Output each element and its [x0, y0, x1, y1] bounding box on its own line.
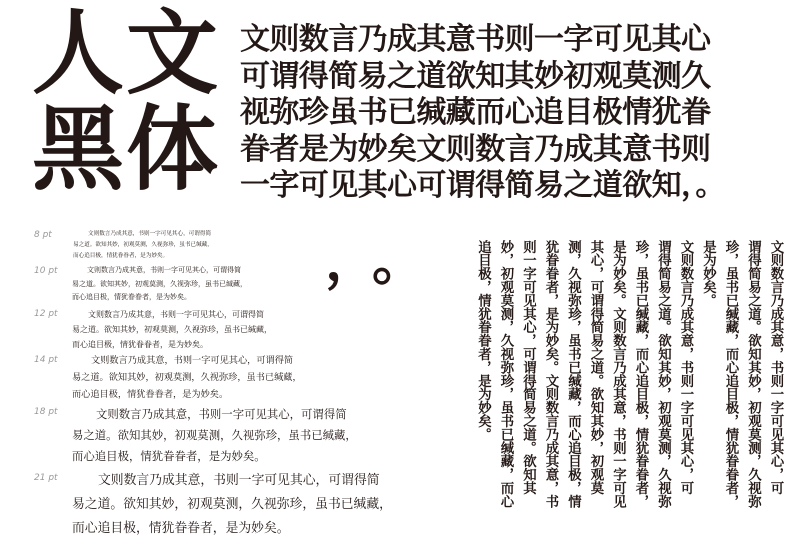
specimen-line: 易之道。欲知其妙，初观莫测，久视弥珍，虽书已缄藏， [72, 325, 272, 334]
specimen-text [72, 352, 302, 403]
vertical-column: 妙，初观莫测，久视弥珍，虽书已缄藏，而心 [498, 240, 513, 508]
font-title-line-2: 黑体 [32, 96, 221, 203]
specimen-line: 文则数言乃成其意，书则一字可见其心，可谓得简 [88, 310, 264, 319]
vertical-column: 则一字可见其心，可谓得简易之道。欲知其 [520, 240, 536, 495]
vertical-column: 谓得简易之道。欲知其妙，初观莫测，久视弥 [745, 240, 761, 508]
specimen-text [72, 264, 247, 305]
vertical-column: 犹眷眷者，是为妙矣。文则数言乃成其意，书 [543, 240, 558, 508]
size-label: 21 pt [34, 473, 58, 483]
specimen-text [72, 469, 392, 541]
size-label: 10 pt [34, 266, 58, 276]
specimen-text [73, 229, 213, 262]
specimen-line: 而心追目极，情犹眷眷者，是为妙矣。 [72, 521, 290, 536]
font-title [32, 0, 222, 203]
specimen-line: 易之道。欲知其妙，初观莫测，久视弥珍，虽书已缄藏， [72, 279, 247, 288]
vertical-column: 文则数言乃成其意，书则一字可见其心，可 [768, 240, 783, 495]
size-label: 14 pt [34, 355, 58, 365]
specimen-text [72, 307, 272, 352]
font-title-line-1: 人文 [32, 0, 221, 107]
vertical-column: 其心，可谓得简易之道。欲知其妙，初观莫 [588, 240, 603, 495]
specimen-line: 而心追目极，情犹眷眷者，是为妙矣。 [72, 340, 208, 349]
vertical-column: 文则数言乃成其意，书则一字可见其心，可 [678, 240, 693, 495]
vertical-column: 珍，虽书已缄藏，而心追目极，情犹眷眷者， [723, 240, 738, 508]
vertical-column: 珍，虽书已缄藏，而心追目极，情犹眷眷者， [633, 240, 648, 508]
vertical-column: 是为妙矣。 [700, 240, 716, 307]
specimen-line: 文则数言乃成其意，书则一字可见其心，可谓得简 [88, 231, 212, 237]
specimen-line: 易之道。欲知其妙，初观莫测，久视弥珍，虽书已缄藏， [73, 242, 213, 248]
specimen-line: 易之道。欲知其妙，初观莫测，久视弥珍，虽书已缄藏， [72, 497, 392, 512]
hero-sample-text [240, 22, 788, 205]
specimen-line: 文则数言乃成其意，书则一字可见其心，可谓得简 [96, 407, 347, 421]
vertical-text-block [471, 240, 786, 540]
specimen-line: 而心追目极，情犹眷眷者，是为妙矣。 [72, 389, 229, 400]
hero-line: 文则数言乃成其意书则一字可见其心 [240, 22, 711, 57]
specimen-line: 而心追目极，情犹眷眷者，是为妙矣。 [72, 449, 266, 463]
specimen-text [72, 404, 357, 467]
specimen-line: 文则数言乃成其意，书则一字可见其心，可谓得简 [98, 473, 380, 488]
specimen-line: 易之道。欲知其妙，初观莫测，久视弥珍，虽书已缄藏， [72, 428, 357, 442]
vertical-column: 追目极，情犹眷眷者，是为妙矣。 [475, 240, 491, 441]
vertical-column: 谓得简易之道。欲知其妙，初观莫测，久视弥 [655, 240, 671, 508]
size-label: 12 pt [34, 309, 58, 319]
specimen-line: 文则数言乃成其意，书则一字可见其心，可谓得简 [91, 355, 294, 366]
hero-line: 可谓得简易之道欲知其妙初观莫测久 [240, 58, 711, 94]
hero-line: 眷者是为妙矣文则数言乃成其意书则 [240, 131, 711, 167]
hero-line: 视弥珍虽书已缄藏而心追目极情犹眷 [240, 95, 711, 130]
period-glyph: 。 [372, 229, 446, 292]
comma-glyph: ， [325, 229, 372, 292]
specimen-line: 易之道。欲知其妙，初观莫测，久视弥珍，虽书已缄藏， [72, 372, 302, 383]
specimen-line: 而心追目极，情犹眷眷者，是为妙矣。 [72, 293, 191, 301]
size-label: 8 pt [34, 230, 52, 240]
size-label: 18 pt [34, 407, 58, 417]
vertical-column: 是为妙矣。文则数言乃成其意，书则一字可见 [610, 240, 626, 508]
hero-line: 一字可见其心可谓得简易之道欲知，。 [240, 168, 725, 203]
punctuation-sample [325, 218, 446, 295]
specimen-line: 而心追目极，情犹眷眷者，是为妙矣。 [73, 253, 169, 259]
specimen-line: 文则数言乃成其意，书则一字可见其心，可谓得简 [87, 266, 241, 274]
vertical-column: 测，久视弥珍，虽书已缄藏，而心追目极，情 [565, 240, 581, 508]
